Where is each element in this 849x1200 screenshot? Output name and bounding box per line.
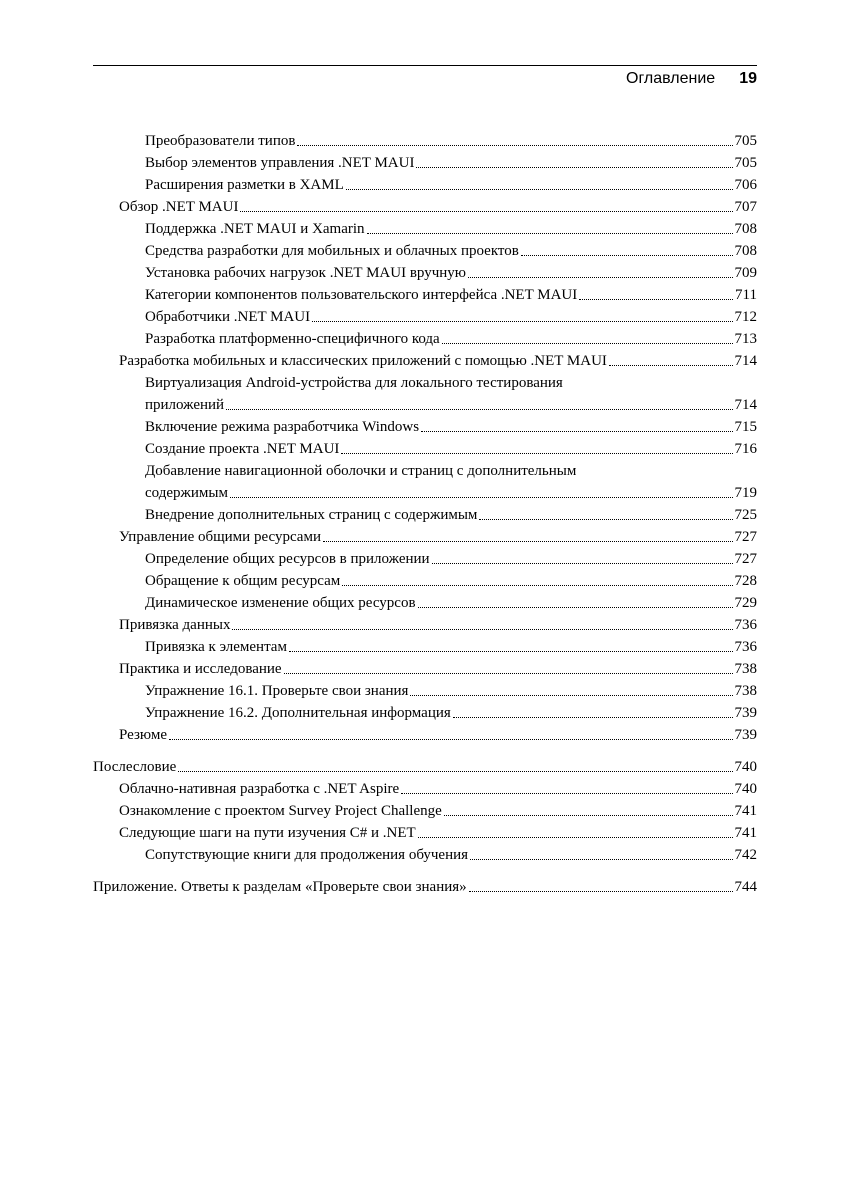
dot-leader bbox=[418, 607, 733, 608]
toc-entry-title: Динамическое изменение общих ресурсов bbox=[145, 595, 416, 611]
dot-leader bbox=[410, 695, 732, 696]
toc-entry[interactable] bbox=[93, 262, 757, 284]
dot-leader bbox=[453, 717, 733, 718]
toc-entry-page: 736 bbox=[734, 617, 757, 633]
table-of-contents bbox=[93, 130, 757, 898]
toc-entry-title: Добавление навигационной оболочки и страниц с дополнительным bbox=[145, 463, 577, 479]
toc-entry-page: 740 bbox=[734, 759, 757, 775]
toc-entry-title: Обработчики .NET MAUI bbox=[145, 309, 311, 325]
toc-entry-title: Расширения разметки в XAML bbox=[145, 177, 344, 193]
toc-entry[interactable] bbox=[93, 548, 757, 570]
toc-entry-title-continued: приложений bbox=[145, 397, 225, 413]
dot-leader bbox=[432, 563, 733, 564]
toc-entry[interactable] bbox=[93, 152, 757, 174]
toc-entry[interactable] bbox=[93, 592, 757, 614]
toc-entry-title: Разработка мобильных и классических приложений с помощью .NET MAUI bbox=[119, 353, 607, 369]
toc-entry[interactable] bbox=[93, 570, 757, 592]
toc-entry[interactable] bbox=[93, 702, 757, 724]
toc-entry[interactable] bbox=[93, 284, 757, 306]
dot-leader bbox=[421, 431, 732, 432]
toc-entry-title: Практика и исследование bbox=[119, 661, 282, 677]
dot-leader bbox=[470, 859, 732, 860]
toc-entry[interactable] bbox=[93, 526, 757, 548]
dot-leader bbox=[442, 343, 733, 344]
toc-entry-title: Упражнение 16.1. Проверьте свои знания bbox=[145, 683, 409, 699]
dot-leader bbox=[468, 277, 733, 278]
toc-entry-page: 715 bbox=[734, 419, 757, 435]
toc-entry-title: Внедрение дополнительных страниц с содержимым bbox=[145, 507, 478, 523]
toc-entry-page: 741 bbox=[734, 803, 757, 819]
toc-entry-page: 728 bbox=[734, 573, 757, 589]
toc-entry[interactable] bbox=[93, 800, 757, 822]
toc-entry-page: 708 bbox=[734, 243, 757, 259]
toc-entry-page: 706 bbox=[734, 177, 757, 193]
dot-leader bbox=[469, 891, 733, 892]
dot-leader bbox=[297, 145, 732, 146]
dot-leader bbox=[367, 233, 733, 234]
toc-entry-page: 729 bbox=[734, 595, 757, 611]
toc-entry[interactable] bbox=[93, 844, 757, 866]
toc-entry[interactable] bbox=[93, 636, 757, 658]
toc-entry[interactable] bbox=[93, 724, 757, 746]
toc-entry-title: Упражнение 16.2. Дополнительная информация bbox=[145, 705, 451, 721]
running-header bbox=[93, 70, 757, 94]
toc-entry[interactable] bbox=[93, 174, 757, 196]
toc-entry[interactable] bbox=[93, 504, 757, 526]
toc-entry-page: 714 bbox=[734, 353, 757, 369]
toc-entry[interactable] bbox=[93, 328, 757, 350]
toc-entry[interactable] bbox=[93, 756, 757, 778]
dot-leader bbox=[178, 771, 732, 772]
toc-entry[interactable] bbox=[93, 416, 757, 438]
toc-entry-page: 707 bbox=[734, 199, 757, 215]
toc-entry-title: Сопутствующие книги для продолжения обучения bbox=[145, 847, 469, 863]
toc-entry-title: Обращение к общим ресурсам bbox=[145, 573, 341, 589]
toc-entry-title: Приложение. Ответы к разделам «Проверьте свои знания» bbox=[93, 879, 467, 895]
toc-entry-page: 716 bbox=[734, 441, 757, 457]
toc-entry[interactable] bbox=[93, 350, 757, 372]
toc-entry[interactable] bbox=[93, 460, 757, 504]
dot-leader bbox=[479, 519, 732, 520]
toc-entry[interactable] bbox=[93, 438, 757, 460]
dot-leader bbox=[323, 541, 733, 542]
toc-entry-page: 727 bbox=[734, 529, 757, 545]
toc-entry-page: 725 bbox=[734, 507, 757, 523]
dot-leader bbox=[346, 189, 733, 190]
toc-entry-title: Преобразователи типов bbox=[145, 133, 296, 149]
dot-leader bbox=[579, 299, 733, 300]
toc-entry[interactable] bbox=[93, 372, 757, 416]
toc-entry-title: Поддержка .NET MAUI и Xamarin bbox=[145, 221, 365, 237]
toc-entry-page: 705 bbox=[734, 155, 757, 171]
toc-entry[interactable] bbox=[93, 822, 757, 844]
toc-entry[interactable] bbox=[93, 218, 757, 240]
toc-entry-title: Виртуализация Android-устройства для локального тестирования bbox=[145, 375, 563, 391]
toc-entry[interactable] bbox=[93, 658, 757, 680]
dot-leader bbox=[418, 837, 733, 838]
toc-entry-title: Установка рабочих нагрузок .NET MAUI вручную bbox=[145, 265, 466, 281]
toc-entry[interactable] bbox=[93, 196, 757, 218]
running-header-title: Оглавление bbox=[626, 70, 716, 87]
toc-entry-page: 740 bbox=[734, 781, 757, 797]
toc-entry-page: 739 bbox=[734, 705, 757, 721]
dot-leader bbox=[232, 629, 732, 630]
toc-entry-title: Создание проекта .NET MAUI bbox=[145, 441, 340, 457]
toc-entry[interactable] bbox=[93, 778, 757, 800]
toc-entry-title: Обзор .NET MAUI bbox=[119, 199, 239, 215]
page-number: 19 bbox=[739, 70, 757, 87]
toc-entry[interactable] bbox=[93, 876, 757, 898]
toc-entry-title: Привязка к элементам bbox=[145, 639, 287, 655]
toc-entry-title: Резюме bbox=[119, 727, 168, 743]
dot-leader bbox=[444, 815, 733, 816]
dot-leader bbox=[284, 673, 733, 674]
toc-entry-page: 738 bbox=[734, 683, 757, 699]
dot-leader bbox=[230, 497, 733, 498]
toc-entry-title: Средства разработки для мобильных и облачных проектов bbox=[145, 243, 519, 259]
dot-leader bbox=[169, 739, 732, 740]
dot-leader bbox=[289, 651, 733, 652]
toc-entry-title: Определение общих ресурсов в приложении bbox=[145, 551, 430, 567]
toc-entry-page: 739 bbox=[734, 727, 757, 743]
dot-leader bbox=[226, 409, 732, 410]
dot-leader bbox=[416, 167, 732, 168]
toc-entry-title: Управление общими ресурсами bbox=[119, 529, 321, 545]
toc-entry-page: 744 bbox=[734, 879, 757, 895]
toc-entry-title: Разработка платформенно-специфичного кода bbox=[145, 331, 440, 347]
toc-entry[interactable] bbox=[93, 240, 757, 262]
toc-entry-title: Привязка данных bbox=[119, 617, 231, 633]
toc-entry[interactable] bbox=[93, 130, 757, 152]
dot-leader bbox=[609, 365, 733, 366]
dot-leader bbox=[401, 793, 732, 794]
toc-entry-page: 714 bbox=[734, 397, 757, 413]
header-rule bbox=[93, 65, 757, 66]
toc-entry-page: 738 bbox=[734, 661, 757, 677]
toc-entry-page: 727 bbox=[734, 551, 757, 567]
toc-entry-title: Категории компонентов пользовательского интерфейса .NET MAUI bbox=[145, 287, 578, 303]
toc-entry-title-continued: содержимым bbox=[145, 485, 228, 501]
toc-entry-page: 705 bbox=[734, 133, 757, 149]
toc-entry-title: Облачно-нативная разработка с .NET Aspire bbox=[119, 781, 400, 797]
dot-leader bbox=[521, 255, 733, 256]
toc-entry-title: Послесловие bbox=[93, 759, 177, 775]
toc-entry[interactable] bbox=[93, 680, 757, 702]
dot-leader bbox=[341, 453, 732, 454]
toc-entry-page: 719 bbox=[734, 485, 757, 501]
toc-entry-title: Ознакомление с проектом Survey Project Challenge bbox=[119, 803, 442, 819]
toc-entry-title: Следующие шаги на пути изучения C# и .NET bbox=[119, 825, 416, 841]
toc-entry-page: 742 bbox=[734, 847, 757, 863]
toc-entry-page: 708 bbox=[734, 221, 757, 237]
toc-entry-page: 713 bbox=[734, 331, 757, 347]
toc-entry-page: 736 bbox=[734, 639, 757, 655]
dot-leader bbox=[312, 321, 732, 322]
toc-entry-page: 741 bbox=[734, 825, 757, 841]
toc-entry-title: Включение режима разработчика Windows bbox=[145, 419, 420, 435]
dot-leader bbox=[240, 211, 732, 212]
toc-entry-page: 711 bbox=[735, 287, 757, 303]
dot-leader bbox=[342, 585, 732, 586]
toc-entry-page: 712 bbox=[734, 309, 757, 325]
toc-entry[interactable] bbox=[93, 614, 757, 636]
toc-entry[interactable] bbox=[93, 306, 757, 328]
toc-entry-title: Выбор элементов управления .NET MAUI bbox=[145, 155, 415, 171]
toc-entry-page: 709 bbox=[734, 265, 757, 281]
